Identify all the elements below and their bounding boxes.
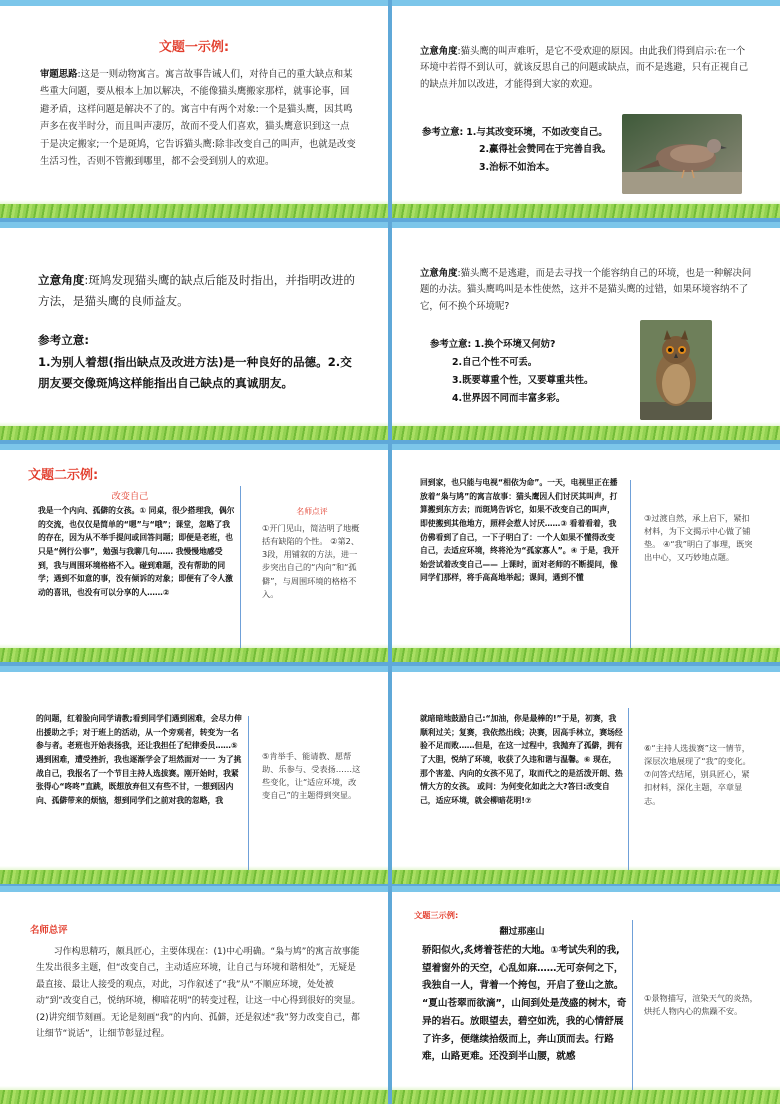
reference-label: 参考立意: [430, 339, 472, 350]
analysis-paragraph [40, 66, 358, 170]
analysis-label: 审题思路 [40, 69, 78, 80]
summary-text: 习作构思精巧，颇具匠心，主要体现在：(1)中心明确。“枭与鸠”的寓言故事能生发出很多主题，但“改变自己，主动适应环境，让自己与环境和谐相处”，无疑是最直接、最让人接受的观点，对此，习作叙述了“我”从“不顺应环境，处处被动”到“改变自己，悦纳环境，柳暗花明”的转变过程，让这一中心得到很好的突显。(2)讲究细节刻画。无论是刻画“我”的内向、孤僻，还是叙述“我”努力改变自己，都让细节“说话”，让细节彰显过程。 [36, 947, 361, 1040]
essay-title: 翻过那座山 [499, 927, 545, 937]
dove-photo [622, 114, 742, 194]
slide-3 [0, 222, 388, 440]
reference-list [422, 124, 611, 176]
column-divider [632, 920, 633, 1098]
slide-5 [0, 444, 388, 662]
angle-text: :斑鸠发现猫头鹰的缺点后能及时指出，并指明改进的方法，是猫头鹰的良师益友。 [38, 273, 355, 309]
review-text: ⑤肯举手、能请教、愿帮助、乐参与、受表扬……这些变化，让“适应环境，改变自己”的主题得到突显。 [262, 751, 361, 801]
slide-title: 文题一示例: [158, 40, 230, 55]
angle-label: 立意角度 [420, 46, 458, 57]
column-divider [240, 486, 241, 656]
review-text: ①开门见山，简洁明了地概括有缺陷的个性。 ②第2、3段，用铺叙的方法，进一步突出自己的“内向”和“孤僻”，与周围环境的格格不入。 [262, 523, 360, 599]
review-text: ⑥“主持人选拔赛”这一情节，深层次地展现了“我”的变化。 ⑦问答式结尾，别具匠心，紧扣材料，深化主题，卒章显志。 [644, 743, 751, 806]
reference-list [430, 336, 593, 407]
angle-paragraph [420, 44, 754, 93]
slide-title: 文题二示例: [28, 468, 99, 483]
essay-text: 就暗暗地鼓励自己:“加油，你是最棒的!”于是，初赛，我顺利过关；复赛，我依然出线；决赛，因高手林立，赛场经验不足而败……但是，在这一过程中，我抛弃了孤僻，拥有了大胆，悦纳了环境，收获了久违和谐与温馨。⑥ 现在，那个害羞、内向的女孩不见了，取而代之的是活泼开朗、热情大方的女孩。 或问：为何变化如此之大?答曰:改变自己，适应环境，就会柳暗花明!⑦ [420, 714, 623, 805]
analysis-text: :这是一则动物寓言。寓言故事告诫人们，对待自己的重大缺点和某些重大问题，要从根本上加以解决，不能像猫头鹰搬家那样，就事论事，回避矛盾，这样问题是解决不了的。寓言中有两个对象:一个是猫头鹰，因其鸣声多在夜半时分，而且叫声凄厉，故而不受人们喜欢，猫头鹰意识到这一点于是决定搬家;一个是斑鸠，它告诉猫头鹰:除非改变自己的叫声，也就是改变生活习性，否则不管搬到哪里，都不会受到别人的欢迎。 [40, 69, 356, 167]
essay-text: 骄阳似火,炙烤着苍茫的大地。①考试失利的我,望着窗外的天空，心乱如麻……无可奈何之下，我独自一人，背着一个挎包，开启了登山之旅。 “夏山苍翠而欲滴”，山间到处是茂盛的树木，奇异的岩石。放眼望去，碧空如洗，我的心情舒展了许多，便继续拾级而上，奔山顶而去。行路难，山路更难。还没到半山腰，就感 [422, 945, 627, 1063]
reference-label: 参考立意: [422, 127, 464, 138]
slide-7 [0, 666, 388, 884]
slide-10 [392, 886, 780, 1104]
essay-text: 的问题，红着脸向同学请教;看到同学们遇到困难，会尽力伸出援助之手；对于班上的活动，从一个旁观者，转变为一名参与者。老班也开始表扬我，还让我担任了纪律委员……⑤ 遇到困难，遭受挫折，我也逐渐学会了坦然面对一一 为了挑战自己，我报名了一个节目主持人选拔赛。刚开始时，我紧张得心“咚咚”直跳，既想放弃但又有些不甘，一想到因内向、孤僻带来的烦恼，想到同学们之前对我的忽略，我 [36, 714, 242, 805]
slide-4 [392, 222, 780, 440]
reference-label: 参考立意: [38, 333, 90, 347]
essay-text: 我是一个内向、孤僻的女孩。① 同桌，很少搭理我，偶尔的交流，也仅仅是简单的“嗯”与“哦”；课堂，忽略了我的存在，因为从不举手提问或回答问题；即便是老班，也只是“例行公事”，勉强与我聊几句…… 我慢慢地感受到，我与周围环境格格不入。碰到难题，没有帮助的同学；遇到不如意的事，没有倾诉的对象；即便有了令人激动的喜讯，也没有可以分享的人……② [38, 506, 235, 597]
slide-2 [392, 0, 780, 218]
review-text: ①景物描写，渲染天气的炎热，烘托人物内心的焦躁不安。 [644, 993, 758, 1017]
summary-title: 名师总评 [30, 925, 68, 936]
slide-6 [392, 444, 780, 662]
essay-title: 改变自己 [111, 491, 149, 502]
owl-photo [640, 320, 712, 420]
angle-text: :猫头鹰不是逃避，而是去寻找一个能容纳自己的环境，也是一种解决问题的办法。猫头鹰鸣叫是本性使然，这并不是猫头鹰的过错，如果环境容纳不了它，何不换个环境呢? [420, 268, 752, 312]
column-divider [628, 708, 629, 876]
reference-item: 3.既要尊重个性，又要尊重共性。 [452, 374, 594, 386]
column-divider [630, 480, 631, 655]
angle-label: 立意角度 [420, 268, 458, 279]
slide-9 [0, 886, 388, 1104]
slide-1 [0, 0, 388, 218]
reference-item: 4.世界因不同而丰富多彩。 [452, 392, 566, 404]
reference-item: 1.换个环境又何妨? [474, 339, 556, 350]
angle-label: 立意角度 [38, 273, 85, 287]
angle-text: :猫头鹰的叫声难听，是它不受欢迎的原因。由此我们得到启示:在一个环境中若得不到认可，就该反思自己的问题或缺点，而不是逃避，只有正视自己的缺点并加以改进，才能得到大家的欢迎。 [420, 46, 749, 90]
column-divider [248, 716, 249, 876]
slide-title: 文题三示例: [414, 910, 459, 920]
review-text: ③过渡自然，承上启下，紧扣材料，为下文揭示中心做了铺垫。 ④“我”明白了事理，既突出中心，又巧妙地点题。 [644, 513, 753, 563]
reference-item: 2.赢得社会赞同在于完善自我。 [479, 144, 611, 156]
slide-8 [392, 666, 780, 884]
reference-text: 1.为别人着想(指出缺点及改进方法)是一种良好的品德。2.交朋友要交像斑鸠这样能指出自己缺点的真诚朋友。 [38, 355, 352, 391]
review-title: 名师点评 [296, 507, 328, 516]
reference-item: 1.与其改变环境，不如改变自己。 [466, 127, 608, 138]
reference-item: 3.治标不如治本。 [479, 161, 555, 173]
reference-item: 2.自己个性不可丢。 [452, 356, 538, 368]
essay-text: 回到家，也只能与电视“相依为命”。一天，电视里正在播放着“枭与鸠”的寓言故事：猫头鹰因人们讨厌其叫声，打算搬到东方去；而斑鸠告诉它，如果不改变自己的叫声，即使搬到其他地方，照样会惹人讨厌……③ 看着看着，我仿佛看到了自己，一下子明白了：一个人如果不懂得改变自己，去适应环境，终将沦为“孤家寡人”。④ 于是，我开始尝试着改变自己—— 上课时，面对老师的不断提问，像同学们那样，将手高高地举起；课间，遇到不懂 [420, 478, 619, 583]
angle-paragraph [38, 270, 358, 313]
angle-paragraph [420, 266, 754, 315]
